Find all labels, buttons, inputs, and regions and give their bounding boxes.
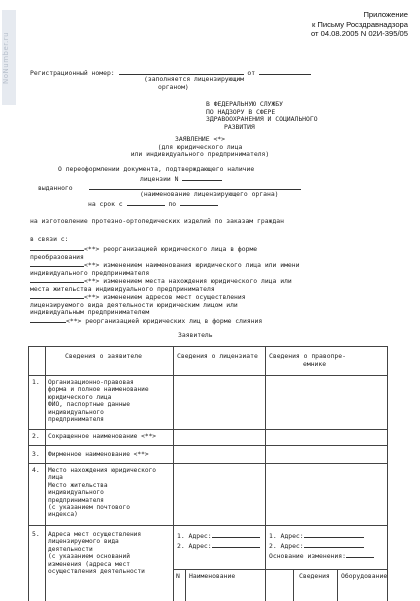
appendix-line-1: Приложение <box>363 10 408 19</box>
header-successor-a: Сведения о правопре- <box>269 352 346 360</box>
reason-4-text-a: <**> изменением адресов мест осуществления <box>84 293 246 301</box>
license-number-label: лицензии N <box>140 175 179 183</box>
reason-2-text-a: <**> изменением наименования юридического лица или имени <box>84 261 300 269</box>
reason-1-mark[interactable] <box>30 244 84 251</box>
reason-2-mark[interactable] <box>30 260 84 267</box>
row-5-licensee-address-2: 2. Адрес: <box>177 541 260 551</box>
header-applicant: Сведения о заявителе <box>65 352 142 360</box>
term-from-field[interactable] <box>127 199 165 206</box>
header-licensee: Сведения о лицензиате <box>177 352 258 360</box>
title-line-2: (для юридического лица <box>157 142 243 151</box>
reason-3 <box>30 276 292 293</box>
addressee-line-1: В ФЕДЕРАЛЬНУЮ СЛУЖБУ <box>206 100 283 108</box>
row-5-successor-basis: Основание изменения: <box>269 551 374 561</box>
row-4-num: 4. <box>32 466 40 474</box>
reason-5-mark[interactable] <box>30 316 66 323</box>
issued-by-field[interactable] <box>89 183 301 190</box>
row-3-label: Фирменное наименование <**> <box>48 451 149 458</box>
term-from-label: на срок с <box>88 200 123 208</box>
reason-2-text-b: индивидуального предпринимателя <box>30 268 150 277</box>
header-successor-b: емнике <box>303 360 327 368</box>
subtable-n: N <box>176 572 180 580</box>
row-5-licensee-address-1-field[interactable] <box>212 531 260 538</box>
title-line-1: ЗАЯВЛЕНИЕ <*> <box>174 135 226 143</box>
reason-4-text-b: лицензируемого вида деятельности юридическим лицом или <box>30 300 238 309</box>
subtable-name: Наименование <box>189 572 236 580</box>
reason-4 <box>30 292 246 317</box>
addressee <box>206 101 318 131</box>
row-5-successor-address-1-field[interactable] <box>304 531 364 538</box>
reason-3-text-b: места жительства индивидуального предпринимателя <box>30 284 215 293</box>
title-line-3: или индивидуального предпринимателя) <box>130 150 270 159</box>
reason-1-text-a: <**> реорганизацией юридического лица в форме <box>84 245 258 253</box>
issued-by-label: выданного <box>38 184 73 192</box>
term-to-field[interactable] <box>180 199 218 206</box>
row-5-num: 5. <box>32 530 40 538</box>
row-1-label: Организационно-правовая форма и полное наименование юридического лица ФИО, паспортные данные индивидуального предпринимателя <box>48 379 149 424</box>
purpose-text: на изготовление протезно-ортопедических изделий по заказам граждан <box>30 217 284 225</box>
reason-4-mark[interactable] <box>30 292 84 299</box>
reason-5-text-a: <**> реорганизацией юридических лиц в форме слияния <box>66 317 263 325</box>
appendix-header <box>311 10 408 39</box>
registration-ot: от <box>247 69 256 77</box>
reasons-intro: в связи с: <box>30 235 69 243</box>
row-3-num: 3. <box>32 450 40 458</box>
applicant-table <box>28 346 388 601</box>
registration-label: Регистрационный номер: <box>30 69 115 77</box>
applicant-heading: Заявитель <box>178 331 213 339</box>
registration-note-2: органом) <box>158 83 189 91</box>
subtable-equipment: Оборудование <box>341 572 388 580</box>
row-5-successor-address-2: 2. Адрес: <box>269 541 364 551</box>
row-4-label: Место нахождения юридического лица Место жительства индивидуального предпринимателя (с указанием почтового индекса) <box>48 467 157 519</box>
appendix-line-3: от 04.08.2005 N 02И-395/05 <box>310 29 408 39</box>
addressee-line-2: ПО НАДЗОРУ В СФЕРЕ <box>206 107 276 116</box>
reason-5 <box>30 316 262 326</box>
registration-number-field[interactable] <box>119 68 244 75</box>
row-2-num: 2. <box>32 432 40 440</box>
reissue-line-5 <box>88 199 218 209</box>
row-5-successor-basis-field[interactable] <box>346 551 374 558</box>
license-number-field[interactable] <box>182 174 222 181</box>
registration-date-field[interactable] <box>259 68 311 75</box>
reissue-line-4: (наименование лицензирующего органа) <box>140 190 279 198</box>
registration-note-1: (заполняется лицензирующим <box>144 75 245 83</box>
row-5-label: Адреса мест осуществления лицензируемого вида деятельности (с указанием оснований изменения (адреса мест осуществления деятельности <box>48 531 145 576</box>
addressee-line-3: ЗДРАВООХРАНЕНИЯ И СОЦИАЛЬНОГО <box>206 115 318 124</box>
appendix-line-2: к Письму Росздравнадзора <box>312 19 408 29</box>
row-5-successor-address-1: 1. Адрес: <box>269 531 364 541</box>
subtable-info: Сведения <box>299 572 330 580</box>
reason-3-text-a: <**> изменением места нахождения юридического лица или <box>84 277 292 285</box>
row-2-label: Сокращенное наименование <**> <box>48 433 157 440</box>
reason-1-text-b: преобразования <box>30 252 84 261</box>
addressee-line-4: РАЗВИТИЯ <box>224 122 255 131</box>
term-to-label: по <box>168 200 177 208</box>
reason-2 <box>30 260 299 277</box>
row-5-licensee-address-1: 1. Адрес: <box>177 531 260 541</box>
reason-3-mark[interactable] <box>30 276 84 283</box>
reissue-line-1: О переоформлении документа, подтверждающего наличие <box>58 165 255 173</box>
row-1-num: 1. <box>32 378 40 386</box>
document-title <box>90 136 310 159</box>
watermark: NoNumber.ru <box>2 10 16 105</box>
row-5-licensee-address-2-field[interactable] <box>212 541 260 548</box>
reason-4-text-c: индивидуальным предпринимателем <box>30 308 150 317</box>
row-5-successor-address-2-field[interactable] <box>304 541 364 548</box>
reason-1 <box>30 244 257 261</box>
